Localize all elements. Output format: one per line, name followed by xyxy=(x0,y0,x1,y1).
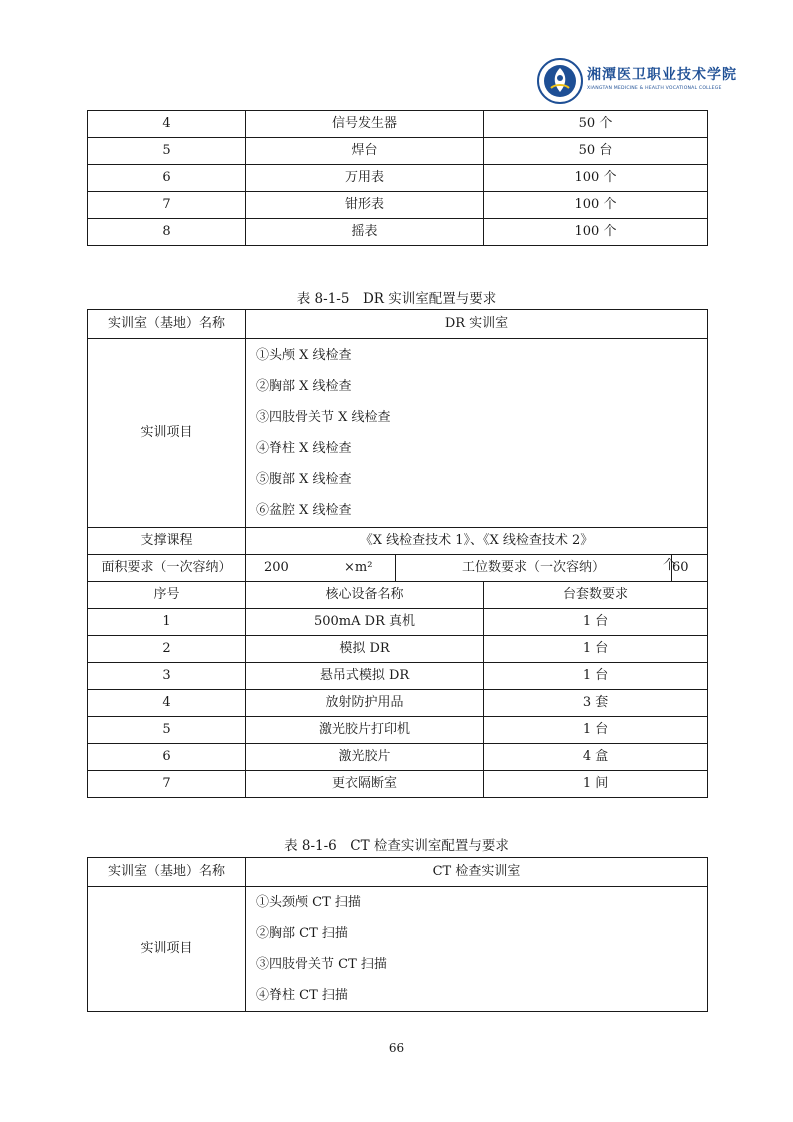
equipment-qty: 100 个 xyxy=(484,219,708,246)
table-row xyxy=(88,690,708,717)
list-item: ②胸部 CT 扫描 xyxy=(256,926,348,941)
area-label: 面积要求（一次容纳） xyxy=(88,555,246,582)
ct-lab-table xyxy=(87,857,708,1012)
row-number: 7 xyxy=(88,192,246,219)
equipment-table-continued xyxy=(87,110,708,246)
table-row xyxy=(88,717,708,744)
row-number: 3 xyxy=(88,663,246,690)
equipment-name: 悬吊式模拟 DR xyxy=(246,663,484,690)
equipment-name: 万用表 xyxy=(246,165,484,192)
col-header-qty: 台套数要求 xyxy=(484,582,708,609)
table-row xyxy=(88,192,708,219)
table-row xyxy=(88,111,708,138)
equipment-qty: 100 个 xyxy=(484,165,708,192)
list-item: ⑤腹部 X 线检查 xyxy=(256,472,352,487)
project-label: 实训项目 xyxy=(88,339,246,528)
college-emblem-icon xyxy=(537,58,583,104)
area-cell xyxy=(246,555,396,582)
project-list xyxy=(246,887,708,1012)
area-unit: ×m² xyxy=(344,560,373,576)
page-number: 66 xyxy=(388,1041,405,1055)
equipment-name: 500mA DR 真机 xyxy=(246,609,484,636)
list-item: ①头颅 X 线检查 xyxy=(256,348,352,363)
station-cell xyxy=(672,555,708,582)
list-item: ⑥盆腔 X 线检查 xyxy=(256,503,352,518)
equipment-name: 激光胶片打印机 xyxy=(246,717,484,744)
row-number: 5 xyxy=(88,717,246,744)
room-name: CT 检查实训室 xyxy=(246,858,708,887)
school-name-en: XIANGTAN MEDICINE & HEALTH VOCATIONAL COLLEGE xyxy=(587,86,722,91)
row-number: 8 xyxy=(88,219,246,246)
table-row xyxy=(88,310,708,339)
equipment-name: 放射防护用品 xyxy=(246,690,484,717)
list-item: ②胸部 X 线检查 xyxy=(256,379,352,394)
table-row xyxy=(88,887,708,1012)
equipment-qty: 1 台 xyxy=(484,609,708,636)
table-row xyxy=(88,528,708,555)
table-caption-dr: 表 8-1-5 DR 实训室配置与要求 xyxy=(296,291,497,307)
equipment-name: 更衣隔断室 xyxy=(246,771,484,798)
list-item: ④脊柱 X 线检查 xyxy=(256,441,352,456)
equipment-qty: 3 套 xyxy=(484,690,708,717)
project-list xyxy=(246,339,708,528)
college-logo xyxy=(537,58,737,108)
dr-lab-table xyxy=(87,309,708,798)
course-label: 支撑课程 xyxy=(88,528,246,555)
table-row xyxy=(88,744,708,771)
row-number: 7 xyxy=(88,771,246,798)
row-number: 4 xyxy=(88,111,246,138)
table-caption-ct: 表 8-1-6 CT 检查实训室配置与要求 xyxy=(284,838,509,854)
course-list: 《X 线检查技术 1》、《X 线检查技术 2》 xyxy=(246,528,708,555)
equipment-qty: 1 台 xyxy=(484,717,708,744)
col-header-name: 核心设备名称 xyxy=(246,582,484,609)
equipment-qty: 50 台 xyxy=(484,138,708,165)
table-row xyxy=(88,582,708,609)
room-label: 实训室（基地）名称 xyxy=(88,310,246,339)
table-row xyxy=(88,165,708,192)
row-number: 1 xyxy=(88,609,246,636)
project-label: 实训项目 xyxy=(88,887,246,1012)
row-number: 6 xyxy=(88,744,246,771)
table-row xyxy=(88,339,708,528)
equipment-name: 焊台 xyxy=(246,138,484,165)
equipment-qty: 1 台 xyxy=(484,663,708,690)
equipment-qty: 1 台 xyxy=(484,636,708,663)
room-name: DR 实训室 xyxy=(246,310,708,339)
table-row xyxy=(88,771,708,798)
list-item: ③四肢骨关节 CT 扫描 xyxy=(256,957,387,972)
school-name: 湘潭医卫职业技术学院 xyxy=(587,67,737,83)
equipment-qty: 100 个 xyxy=(484,192,708,219)
equipment-name: 模拟 DR xyxy=(246,636,484,663)
table-row xyxy=(88,138,708,165)
table-row xyxy=(88,636,708,663)
col-header-no: 序号 xyxy=(88,582,246,609)
row-number: 6 xyxy=(88,165,246,192)
table-row xyxy=(88,609,708,636)
list-item: ④脊柱 CT 扫描 xyxy=(256,988,348,1003)
station-label: 工位数要求（一次容纳） xyxy=(396,555,672,582)
row-number: 2 xyxy=(88,636,246,663)
equipment-name: 信号发生器 xyxy=(246,111,484,138)
equipment-qty: 4 盒 xyxy=(484,744,708,771)
row-number: 4 xyxy=(88,690,246,717)
equipment-qty: 1 间 xyxy=(484,771,708,798)
table-row xyxy=(88,663,708,690)
list-item: ③四肢骨关节 X 线检查 xyxy=(256,410,391,425)
equipment-name: 激光胶片 xyxy=(246,744,484,771)
table-row xyxy=(88,858,708,887)
equipment-qty: 50 个 xyxy=(484,111,708,138)
table-row xyxy=(88,219,708,246)
row-number: 5 xyxy=(88,138,246,165)
list-item: ①头颈颅 CT 扫描 xyxy=(256,895,361,910)
station-value: 60 xyxy=(672,560,689,576)
room-label: 实训室（基地）名称 xyxy=(88,858,246,887)
table-row xyxy=(88,555,708,582)
station-unit: 个 xyxy=(663,558,677,573)
equipment-name: 摇表 xyxy=(246,219,484,246)
equipment-name: 钳形表 xyxy=(246,192,484,219)
area-value: 200 xyxy=(264,560,289,576)
